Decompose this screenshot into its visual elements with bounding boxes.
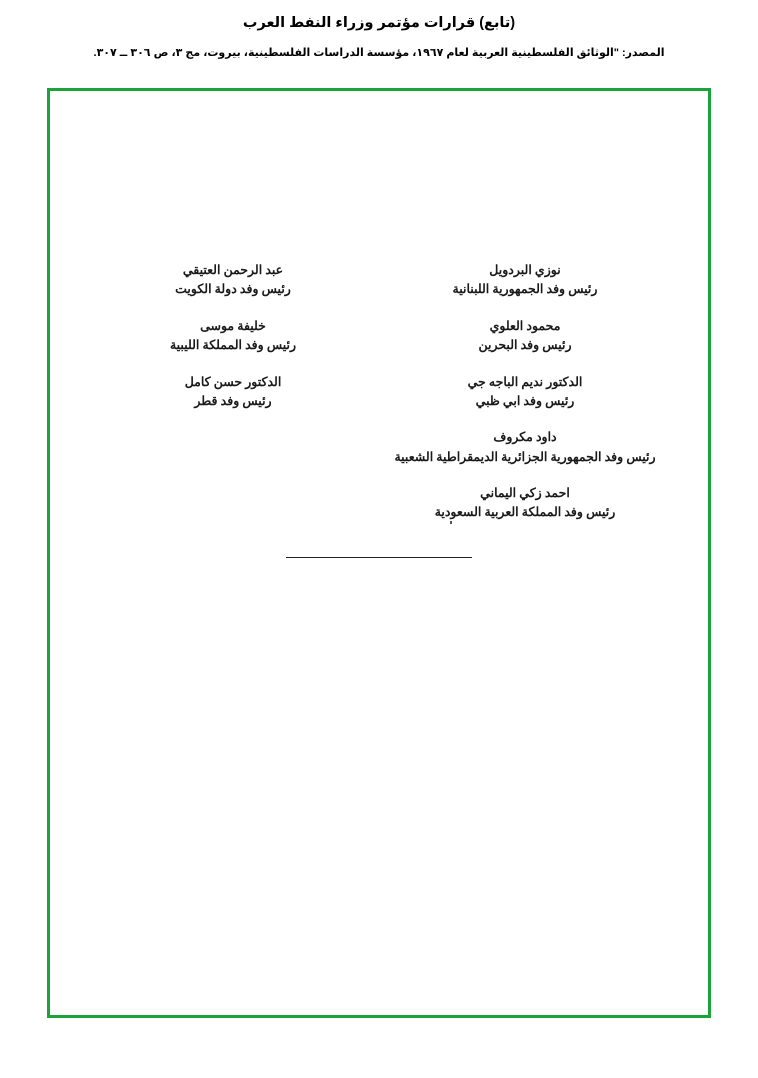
signatory-name: عبد الرحمن العتيقي [182, 263, 284, 277]
signatory-role: رئيس وفد دولة الكويت [175, 282, 291, 297]
signatory-role: رئيس وفد المملكة العربية السعودية [434, 505, 616, 520]
signature-block [389, 484, 661, 523]
signatory-role: رئيس وفد الجمهورية اللبنانية [452, 282, 598, 297]
signature-block [97, 317, 369, 356]
signatory-role: رئيس وفد الجمهورية الجزائرية الديمقراطية الشعبية [394, 449, 656, 464]
signatory-name: داود مكروف [493, 430, 557, 445]
signature-block [389, 317, 661, 356]
page-header [0, 0, 758, 60]
signature-column-left [97, 261, 369, 540]
signature-area [50, 261, 708, 540]
signatory-role: رئيس وفد المملكة الليبية [169, 338, 297, 353]
signatory-name: نوزي البردويل [489, 263, 561, 277]
signatory-name: الدكتور حسن كامل [184, 374, 282, 389]
signature-block [97, 373, 369, 412]
signatory-role: رئيس وفد قطر [194, 393, 272, 408]
signature-block [389, 261, 661, 300]
footnote-separator [286, 557, 472, 558]
signatory-name: احمد زكي اليماني [480, 486, 570, 500]
source-citation: المصدر: "الوثائق الفلسطينية العربية لعام ١٩٦٧، مؤسسة الدراسات الفلسطينية، بيروت، مج ٣، ص ٣٠٦ ــ ٣٠٧. [93, 46, 665, 59]
signatory-role: رئيس وفد البحرين [478, 338, 572, 353]
page-title: (تابع) قرارات مؤتمر وزراء النفط العرب [242, 15, 516, 31]
stray-ink-mark [450, 521, 452, 524]
signatory-name: الدكتور نديم الباجه جي [467, 374, 583, 389]
signatory-role: رئيس وفد ابي ظبي [475, 393, 575, 408]
signatory-name: خليفة موسى [200, 318, 266, 333]
document-frame [47, 88, 711, 1018]
signature-block [389, 428, 661, 467]
signature-block [97, 261, 369, 300]
footnote-separator-wrap [50, 557, 708, 558]
signatory-name: محمود العلوي [489, 318, 561, 333]
signature-column-right [389, 261, 661, 540]
signature-block [389, 373, 661, 412]
